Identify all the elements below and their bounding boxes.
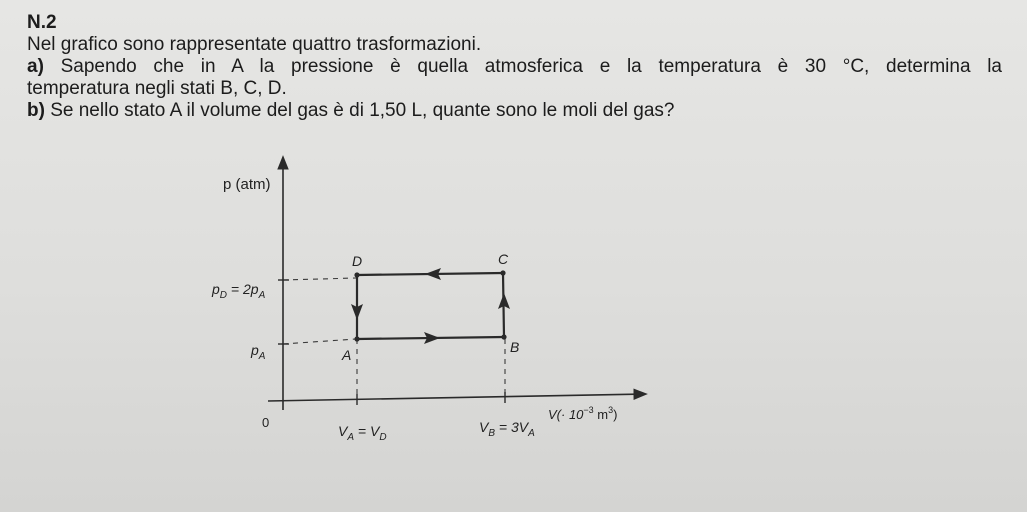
exercise-number: N.2	[27, 12, 57, 33]
x-axis-label-exp: −3	[583, 405, 594, 415]
point-a	[354, 336, 359, 341]
x-axis-label-close: )	[613, 407, 618, 422]
cycle	[357, 273, 504, 339]
vb-eq: = 3V	[495, 419, 529, 435]
x-axis-label-base: V(· 10	[548, 407, 584, 422]
va-eq-sub: D	[379, 432, 387, 443]
pd-base: p	[212, 281, 220, 297]
x-axis-label-unit-exp: 3	[608, 405, 614, 415]
x-axis-label	[548, 405, 617, 422]
va-base: V	[338, 423, 348, 439]
point-label-a: A	[342, 347, 352, 363]
x-axis-label-unit: m	[593, 407, 609, 422]
point-d	[354, 272, 359, 277]
point-label-b: B	[510, 339, 520, 355]
point-b	[501, 334, 506, 339]
pd-eq: = 2p	[227, 281, 259, 297]
x-axis	[268, 394, 645, 401]
part-a-line-2: temperatura negli stati B, C, D.	[27, 78, 287, 99]
va-sub: A	[347, 432, 355, 443]
vb-eq-sub: A	[528, 428, 535, 439]
part-b-marker: b)	[27, 100, 45, 121]
vb-sub: B	[488, 428, 496, 439]
point-label-d: D	[352, 253, 363, 269]
part-a-marker: a)	[27, 56, 44, 77]
pd-eq-sub: A	[258, 290, 266, 301]
intro-line: Nel grafico sono rappresentate quattro trasformazioni.	[27, 34, 482, 55]
vb-base: V	[479, 419, 489, 435]
pa-base: p	[251, 342, 259, 358]
ticks	[278, 280, 505, 405]
vb-label	[479, 419, 535, 439]
pd-label	[211, 281, 266, 301]
state-points	[354, 270, 506, 341]
pa-label	[250, 342, 266, 362]
part-b-text: Se nello stato A il volume del gas è di 1,50 L, quante sono le moli del gas?	[50, 100, 675, 121]
y-axis-label: p (atm)	[223, 176, 271, 193]
direction-arrows	[351, 268, 510, 344]
origin-label: 0	[262, 415, 270, 430]
va-eq: = V	[354, 423, 380, 439]
guide-pd	[283, 278, 356, 280]
point-c	[500, 270, 505, 275]
guide-pa	[283, 339, 356, 344]
va-label	[338, 423, 387, 443]
pa-sub: A	[258, 351, 266, 362]
pd-sub: D	[219, 290, 228, 301]
point-label-c: C	[498, 251, 509, 267]
part-a-text-1: Sapendo che in A la pressione è quella atmosferica e la temperatura è 30 °C, determina la	[60, 56, 1003, 77]
